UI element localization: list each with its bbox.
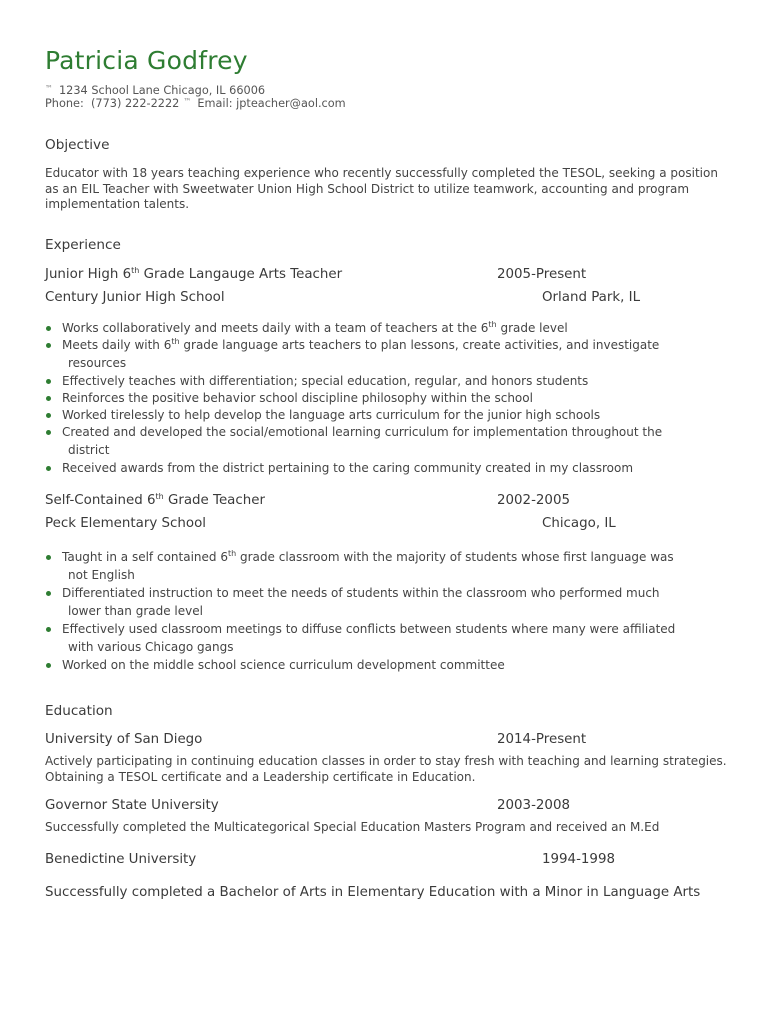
bullet-icon bbox=[46, 379, 51, 384]
employer-name: Century Junior High School bbox=[45, 290, 225, 305]
bullet-icon bbox=[46, 591, 51, 596]
email-label: Email: bbox=[197, 97, 233, 110]
job-location: Orland Park, IL bbox=[542, 290, 641, 305]
bullet-text: Reinforces the positive behavior school discipline philosophy within the school bbox=[62, 391, 533, 405]
job-title-text: Junior High 6 bbox=[45, 267, 132, 282]
ordinal-suffix: th bbox=[131, 266, 140, 275]
list-item bbox=[45, 621, 735, 657]
bullet-text-continued: district bbox=[68, 443, 110, 457]
list-item bbox=[45, 549, 735, 585]
objective-text: Educator with 18 years teaching experience who recently successfully completed the TESOL, seeking a position as an EIL Teacher with Sweetwater Union High School District to utilize teamwork, accounting and program implementation talents. bbox=[45, 166, 718, 211]
separator-mark: ™ bbox=[45, 84, 53, 93]
school-name: University of San Diego bbox=[45, 732, 203, 747]
job-location: Chicago, IL bbox=[542, 516, 616, 531]
bullet-text: Differentiated instruction to meet the needs of students within the classroom who performed much bbox=[62, 586, 660, 600]
bullet-text: grade level bbox=[496, 321, 568, 335]
ordinal-suffix: th bbox=[155, 492, 164, 501]
bullet-icon bbox=[46, 326, 51, 331]
list-item bbox=[45, 390, 735, 407]
employer-name: Peck Elementary School bbox=[45, 516, 206, 531]
school-description: Successfully completed the Multicategorical Special Education Masters Program and received an M.Ed bbox=[45, 820, 660, 834]
bullet-text: Worked tirelessly to help develop the language arts curriculum for the junior high schools bbox=[62, 408, 601, 422]
bullet-text: Taught in a self contained 6 bbox=[62, 550, 228, 564]
list-item bbox=[45, 460, 735, 477]
bullet-text-continued: resources bbox=[68, 356, 127, 370]
ordinal-suffix: th bbox=[171, 337, 180, 346]
job-duties-list bbox=[45, 549, 735, 674]
bullet-text-continued: lower than grade level bbox=[68, 604, 203, 618]
phone-label: Phone: bbox=[45, 97, 84, 110]
job-title-text: Grade Teacher bbox=[163, 493, 265, 508]
list-item bbox=[45, 337, 735, 373]
ordinal-suffix: th bbox=[488, 320, 497, 329]
email-address: jpteacher@aol.com bbox=[236, 97, 346, 110]
bullet-text: Effectively used classroom meetings to diffuse conflicts between students where many were affiliated bbox=[62, 622, 676, 636]
job-title bbox=[45, 493, 265, 508]
job-dates: 2005-Present bbox=[497, 267, 587, 282]
job-title-text: Grade Langauge Arts Teacher bbox=[139, 267, 343, 282]
bullet-text: Created and developed the social/emotional learning curriculum for implementation throughout the bbox=[62, 425, 663, 439]
school-dates: 2003-2008 bbox=[497, 798, 570, 813]
school-name: Benedictine University bbox=[45, 852, 197, 867]
bullet-icon bbox=[46, 627, 51, 632]
school-dates: 2014-Present bbox=[497, 732, 587, 747]
experience-heading: Experience bbox=[45, 237, 121, 253]
bullet-icon bbox=[46, 430, 51, 435]
address-line bbox=[45, 84, 265, 97]
list-item bbox=[45, 373, 735, 390]
ordinal-suffix: th bbox=[227, 549, 237, 558]
bullet-icon bbox=[46, 663, 51, 668]
list-item bbox=[45, 407, 735, 424]
separator-mark: ™ bbox=[183, 97, 192, 106]
bullet-text: Received awards from the district pertaining to the caring community created in my classroom bbox=[62, 461, 634, 475]
list-item bbox=[45, 424, 735, 460]
contact-line bbox=[45, 97, 346, 110]
bullet-icon bbox=[46, 396, 51, 401]
address: 1234 School Lane Chicago, IL 66006 bbox=[59, 84, 266, 97]
objective-heading: Objective bbox=[45, 137, 110, 153]
school-dates: 1994-1998 bbox=[542, 852, 615, 867]
bullet-text: Meets daily with 6 bbox=[62, 338, 172, 352]
bullet-text: grade language arts teachers to plan lessons, create activities, and investigate bbox=[179, 338, 660, 352]
phone-number: (773) 222-2222 bbox=[91, 97, 180, 110]
education-heading: Education bbox=[45, 703, 113, 719]
bullet-text-continued: with various Chicago gangs bbox=[68, 640, 234, 654]
job-title-text: Self-Contained 6 bbox=[45, 493, 156, 508]
list-item bbox=[45, 657, 735, 674]
bullet-icon bbox=[46, 466, 51, 471]
bullet-text: Works collaboratively and meets daily with a team of teachers at the 6 bbox=[62, 321, 489, 335]
job-dates: 2002-2005 bbox=[497, 493, 570, 508]
bullet-icon bbox=[46, 343, 51, 348]
bullet-text: grade classroom with the majority of students whose first language was bbox=[236, 550, 674, 564]
school-name: Governor State University bbox=[45, 798, 219, 813]
list-item bbox=[45, 585, 735, 621]
bullet-text: Worked on the middle school science curriculum development committee bbox=[62, 658, 505, 672]
school-description: Actively participating in continuing education classes in order to stay fresh with teaching and learning strategies. Obtaining a TESOL certificate and a Leadership certificate in Education. bbox=[45, 754, 727, 784]
candidate-name: Patricia Godfrey bbox=[45, 46, 248, 75]
job-duties-list bbox=[45, 320, 735, 477]
bullet-icon bbox=[46, 413, 51, 418]
school-description: Successfully completed a Bachelor of Arts in Elementary Education with a Minor in Language Arts bbox=[45, 885, 701, 900]
bullet-icon bbox=[46, 555, 51, 560]
job-title bbox=[45, 267, 342, 282]
bullet-text-continued: not English bbox=[68, 568, 135, 582]
list-item bbox=[45, 320, 735, 337]
bullet-text: Effectively teaches with differentiation; special education, regular, and honors students bbox=[62, 374, 589, 388]
